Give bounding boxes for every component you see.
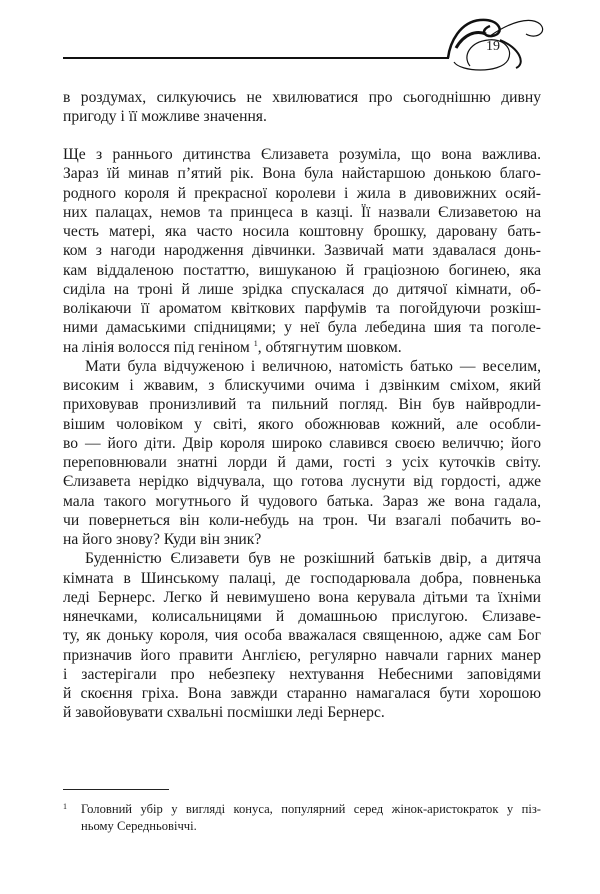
footnote-reference[interactable]: 1 bbox=[253, 338, 258, 348]
text-line bbox=[63, 338, 541, 357]
text-line: на його знову? Куди він зник? bbox=[63, 531, 262, 548]
text-line: Буденністю Єлизавети був не розкішний батьків двір, а дитяча bbox=[85, 550, 541, 568]
text-line: в роздумах, силкуючись не хвилюватися про сьогоднішню дивну bbox=[63, 89, 541, 106]
page-number: 19 bbox=[486, 39, 500, 54]
text-line: них палацах, немов та принцеса в казці. Її назвали Єлизаветою на bbox=[63, 203, 541, 221]
text-line: кімната в Шинському палаці, де господарювала добра, повненька bbox=[63, 569, 541, 587]
text-line: чи повернеться він коли-небудь на трон. Чи взагалі побачить во- bbox=[63, 511, 541, 529]
footnote-rule bbox=[63, 789, 169, 790]
text-line: ними дамаськими спідницями; у неї була лебедина шия та поголе- bbox=[63, 319, 541, 337]
footnote bbox=[63, 801, 541, 835]
text-line: й скоєння гріха. Вона завжди старанно намагалася бути хорошою bbox=[63, 685, 541, 702]
text-line: Мати була відчуженою і величною, натомість батько — веселим, bbox=[85, 357, 541, 375]
paragraph bbox=[63, 145, 541, 723]
text-line: високим і жвавим, з блискучими очима і дзвінким сміхом, який bbox=[63, 377, 541, 394]
footnote-line: Головний убір у вигляді конуса, популярний серед жінок-аристократок у піз- bbox=[81, 802, 541, 816]
text-line: Ще з раннього дитинства Єлизавета розуміла, що вона важлива. bbox=[63, 146, 541, 163]
text-fragment: на лінія волосся під геніном bbox=[63, 338, 250, 356]
text-line: честь матері, яка часто носила коштовну брошку, даровану бать- bbox=[63, 223, 541, 240]
text-line: й завойовувати схвальні посмішки леді Бернерс. bbox=[63, 704, 385, 722]
text-line: родного короля й прекрасної королеви і жила в дивовижних осяй- bbox=[63, 184, 541, 202]
text-line: і застерігали про небезпеку нехтування Небесними заповідями bbox=[63, 665, 541, 683]
text-line: во — його діти. Двір короля широко славився своєю величчю; його bbox=[63, 434, 541, 452]
text-line: призначив його правити Англією, регулярно навчали гарних манер bbox=[63, 646, 541, 664]
text-line: кам віддаленою постаттю, вишуканою й граціозною богинею, яка bbox=[63, 261, 541, 279]
text-line: вішим чоловіком у світі, якого обожнював кожний, але особли- bbox=[63, 415, 541, 433]
footnote-mark: 1 bbox=[63, 802, 67, 811]
text-line: ком з нагоди народження дівчинки. Зазвичай мати здавалася донь- bbox=[63, 242, 541, 260]
text-fragment: , обтягнутим шовком. bbox=[257, 338, 402, 356]
text-line: волікаючи її ароматом квіткових парфумів та погойдуючи розкіш- bbox=[63, 300, 541, 317]
footnote-line: ньому Середньовіччі. bbox=[81, 819, 197, 833]
text-line: мала такого могутнього й чудового батька. Зараз же вона гадала, bbox=[63, 492, 541, 510]
text-line: нянечками, колисальницями й домашньою прислугою. Єлизаве- bbox=[63, 608, 541, 625]
text-line: переповнювали знатні лорди й дами, гості з усіх куточків світу. bbox=[63, 454, 541, 471]
text-line: приховував пронизливий та пильний погляд. Він був найвродли- bbox=[63, 396, 541, 414]
text-line: Єлизавета нерідко відчувала, що готова луснути від гордості, адже bbox=[63, 473, 541, 491]
text-line: ту, як доньку короля, чия особа вважалася священною, адже сам Бог bbox=[63, 627, 541, 645]
paragraph-continuation bbox=[63, 88, 541, 127]
text-line: пригоду і її можливе значення. bbox=[63, 108, 267, 126]
text-line: сиділа на троні й лише зрідка спускалася до дитячої кімнати, об- bbox=[63, 280, 541, 298]
text-line: Зараз їй минав п’ятий рік. Вона була найстаршою донькою благо- bbox=[63, 165, 541, 183]
text-line: леді Бернерс. Легко й невимушено вона керувала дітьми та їхніми bbox=[63, 588, 541, 606]
header-rule bbox=[63, 57, 449, 59]
